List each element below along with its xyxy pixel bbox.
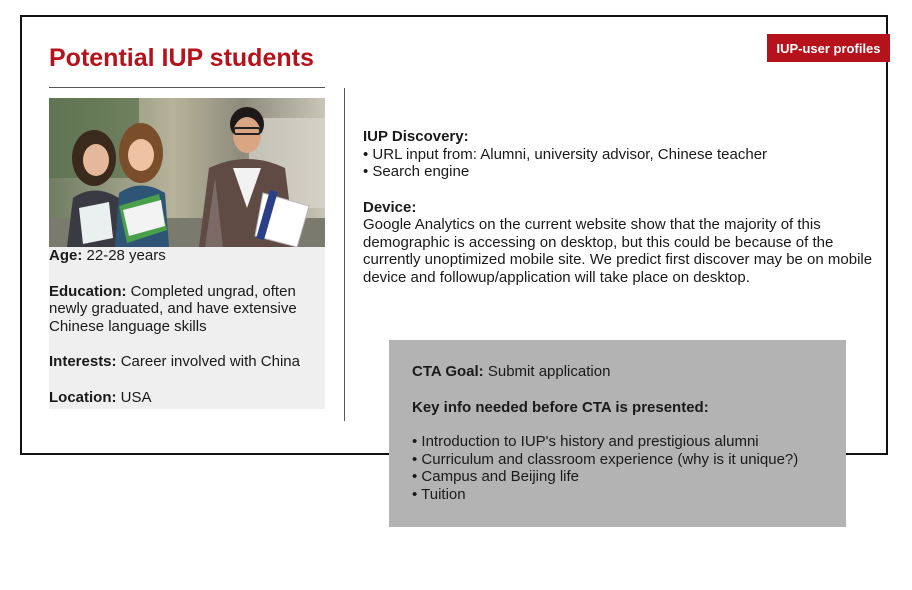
interests-label: Interests:	[49, 353, 117, 370]
location-row	[49, 389, 325, 407]
device-heading: Device:	[363, 198, 417, 216]
list-item: • Curriculum and classroom experience (why is it unique?)	[412, 450, 799, 468]
page-title: Potential IUP students	[49, 44, 314, 72]
interests-row	[49, 353, 325, 371]
list-item: • Tuition	[412, 485, 466, 503]
list-item: • Introduction to IUP's history and prestigious alumni	[412, 433, 759, 450]
discovery-heading: IUP Discovery:	[363, 128, 469, 145]
cta-goal-value: Submit application	[487, 363, 611, 380]
interests-value: Career involved with China	[120, 353, 300, 370]
age-row	[49, 247, 325, 265]
discovery-list	[363, 146, 873, 181]
education-row	[49, 283, 325, 336]
user-profiles-badge: IUP-user profiles	[767, 34, 890, 62]
education-label: Education:	[49, 282, 127, 300]
location-label: Location:	[49, 388, 117, 406]
title-underline	[49, 87, 325, 88]
discovery-device-column	[363, 128, 873, 286]
location-value: USA	[120, 388, 152, 406]
age-label: Age:	[49, 247, 83, 264]
device-text: Google Analytics on the current website show that the majority of this demographic is accessing on desktop, but this could be because of the currently unoptimized mobile site. We predict first discover may be on mobile device and followup/application will take place on desktop.	[363, 216, 873, 286]
key-info-list	[412, 433, 826, 503]
cta-goal-row	[412, 363, 826, 381]
column-divider	[344, 88, 345, 421]
list-item: • Campus and Beijing life	[412, 468, 580, 485]
list-item: • Search engine	[363, 163, 470, 180]
cta-goal-label: CTA Goal:	[412, 363, 484, 380]
age-value: 22-28 years	[86, 247, 166, 264]
list-item: • URL input from: Alumni, university advisor, Chinese teacher	[363, 145, 768, 163]
profile-panel	[49, 247, 325, 409]
education-value: Completed ungrad, often newly graduated, and have extensive Chinese language skills	[49, 282, 297, 335]
key-info-heading: Key info needed before CTA is presented:	[412, 398, 709, 416]
students-photo	[49, 98, 325, 247]
cta-box	[389, 340, 846, 527]
